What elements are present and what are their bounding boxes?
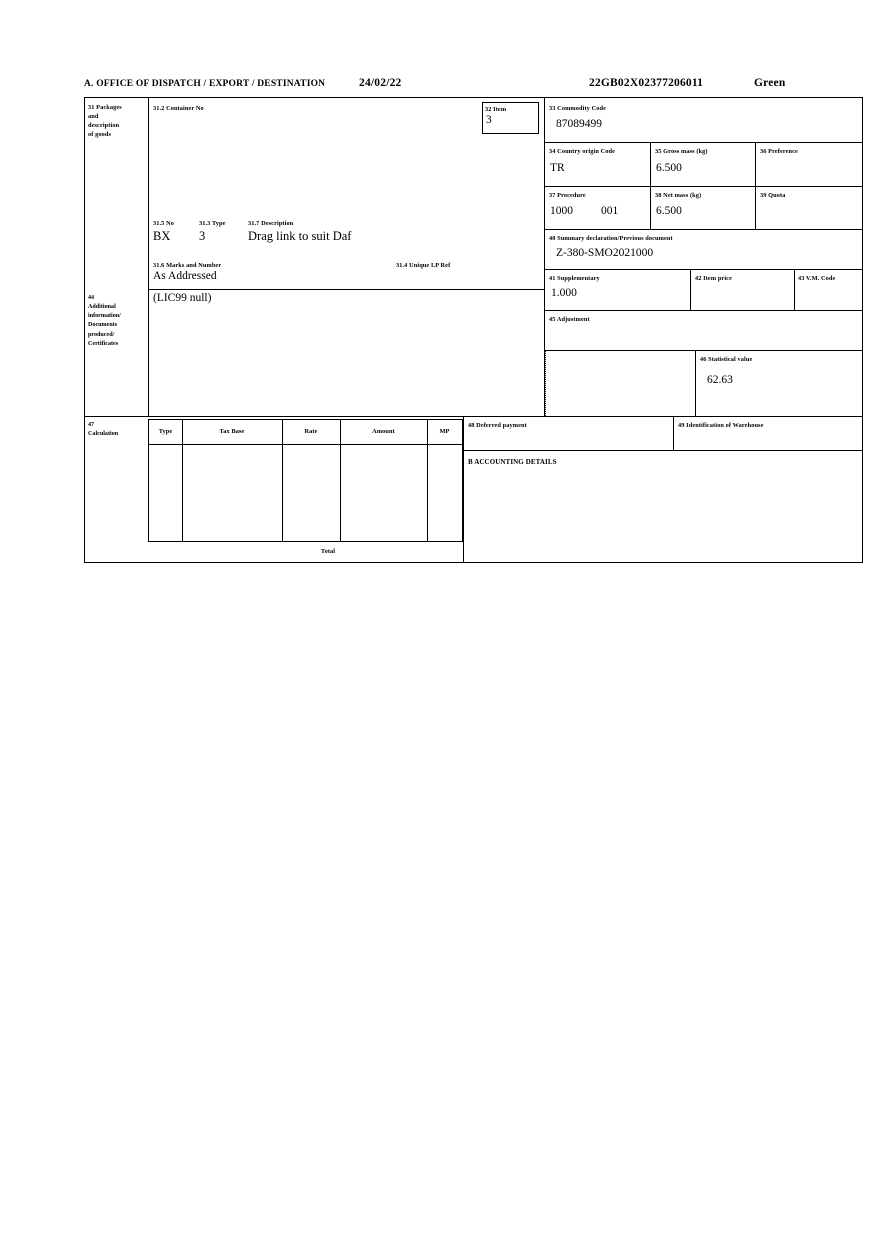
box-34-country-origin [545,143,650,187]
box-35-value: 6.500 [656,162,682,175]
box-37-value-b: 001 [601,205,619,217]
box-40-summary-declaration [545,230,862,270]
box-38-net-mass [650,187,755,230]
box-32-item-value: 3 [486,114,492,127]
calculation-header-tax-base: Tax Base [219,428,245,435]
box-42-value [691,283,794,287]
box-49-label: 49 Identification of Warehouse [678,422,764,429]
box-31-2-container-no-label: 31.2 Container No [153,105,204,112]
box-42-label: 42 Item price [695,275,732,282]
box-32-item-label: 32 Item [485,106,507,113]
box-37-label: 37 Procedure [549,192,586,199]
box-33-commodity-code [545,98,862,143]
calculation-table [148,419,463,542]
box-38-value: 6.500 [656,205,682,218]
box-43-label: 43 V.M. Code [798,275,836,282]
box-39-label: 39 Quota [760,192,786,199]
calculation-total-label: Total [320,548,336,555]
box-31-label-line1: 31 Packages [88,104,122,111]
box-b-accounting-details [463,451,862,562]
box-31-3-type-value: 3 [199,229,206,243]
box-40-label: 40 Summary declaration/Previous document [549,235,673,242]
box-45-adjustment [545,311,862,351]
box-48-deferred-payment [463,416,673,451]
calculation-header-mp: MP [439,428,450,435]
box-31-4-unique-ref-label: 31.4 Unique LP Ref [396,262,451,269]
box-46-label: 46 Statistical value [700,356,753,363]
box-31-label-line3: description [88,122,120,130]
divider-left-label-column [148,98,149,416]
calculation-col-divider-2 [282,420,283,541]
box-49-value [674,430,862,433]
box-31-6-marks-value: As Addressed [153,270,217,282]
box-39-quota [755,187,862,230]
box-47-label-line1: 47 [88,422,95,428]
box-38-label: 38 Net mass (kg) [655,192,702,199]
box-44-value: (LIC99 null) [153,292,212,304]
box-39-value [756,200,862,205]
box-45-value [545,324,862,328]
box-44-label-line3: information/ [88,313,121,320]
box-33-label: 33 Commodity Code [549,105,606,112]
box-34-value: TR [550,162,565,175]
box-31-6-marks-label: 31.6 Marks and Number [153,262,222,269]
box-32-item [482,102,539,134]
box-41-value: 1.000 [551,287,577,300]
calculation-col-divider-1 [182,420,183,541]
box-31-label [88,103,146,140]
declaration-date: 24/02/22 [359,77,402,89]
movement-reference-number: 22GB02X02377206011 [589,77,704,89]
box-44-label-line2: Additional [88,304,116,311]
box-36-preference [755,143,862,187]
box-43-value [795,283,862,287]
box-35-label: 35 Gross mass (kg) [655,148,708,155]
box-40-value: Z-380-SMO2021000 [556,247,654,260]
box-31-7-description-value: Drag link to suit Daf [248,229,352,243]
box-43-vm-code [794,270,862,311]
calculation-header-rate: Rate [304,428,318,435]
box-37-value-a: 1000 [550,205,573,217]
box-31-5-no-value: BX [153,229,171,243]
box-41-supplementary [545,270,690,311]
box-48-label: 48 Deferred payment [468,422,527,429]
box-49-warehouse-identification [673,416,862,451]
calculation-header-amount: Amount [372,428,395,435]
box-47-label [88,421,148,439]
box-34-label: 34 Country origin Code [549,148,616,155]
box-48-value [464,430,673,433]
box-35-gross-mass [650,143,755,187]
box-41-label: 41 Supplementary [549,275,600,282]
box-44-label-line6: Certificates [88,340,119,347]
box-44-label-line4: Documents [88,322,118,329]
box-33-value: 87089499 [556,118,602,131]
document-header [84,79,863,93]
office-of-dispatch-label: A. OFFICE OF DISPATCH / EXPORT / DESTINATION [84,79,326,89]
calculation-col-divider-3 [340,420,341,541]
box-46-value: 62.63 [707,374,733,387]
box-31-7-description-label: 31.7 Description [248,220,294,227]
box-44-label [88,294,146,349]
box-47-label-line2: Calculation [88,431,119,438]
box-36-value [756,156,862,162]
box-31-3-type-label: 31.3 Type [199,220,226,227]
calculation-header-type: Type [158,428,173,435]
box-46-statistical-value [695,351,862,416]
box-31-label-line4: of goods [88,131,112,139]
box-36-label: 36 Preference [760,148,798,155]
box-31-label-line2: and [88,113,99,121]
box-37-procedure [545,187,650,230]
calculation-col-divider-4 [427,420,428,541]
box-44-label-line1: 44 [88,295,95,301]
box-31-5-no-label: 31.5 No [153,220,174,227]
calculation-total-row [148,542,463,562]
divider-dotted-box46 [545,351,546,416]
box-45-label: 45 Adjustment [549,316,590,323]
routing-lane: Green [754,77,786,89]
box-44-label-line5: produced/ [88,331,115,338]
divider-goods-bottom [148,289,544,290]
box-b-label: B ACCOUNTING DETAILS [468,458,557,466]
box-42-item-price [690,270,794,311]
declaration-form [84,97,863,563]
calculation-header-divider [149,444,462,445]
box-b-value [464,467,862,471]
